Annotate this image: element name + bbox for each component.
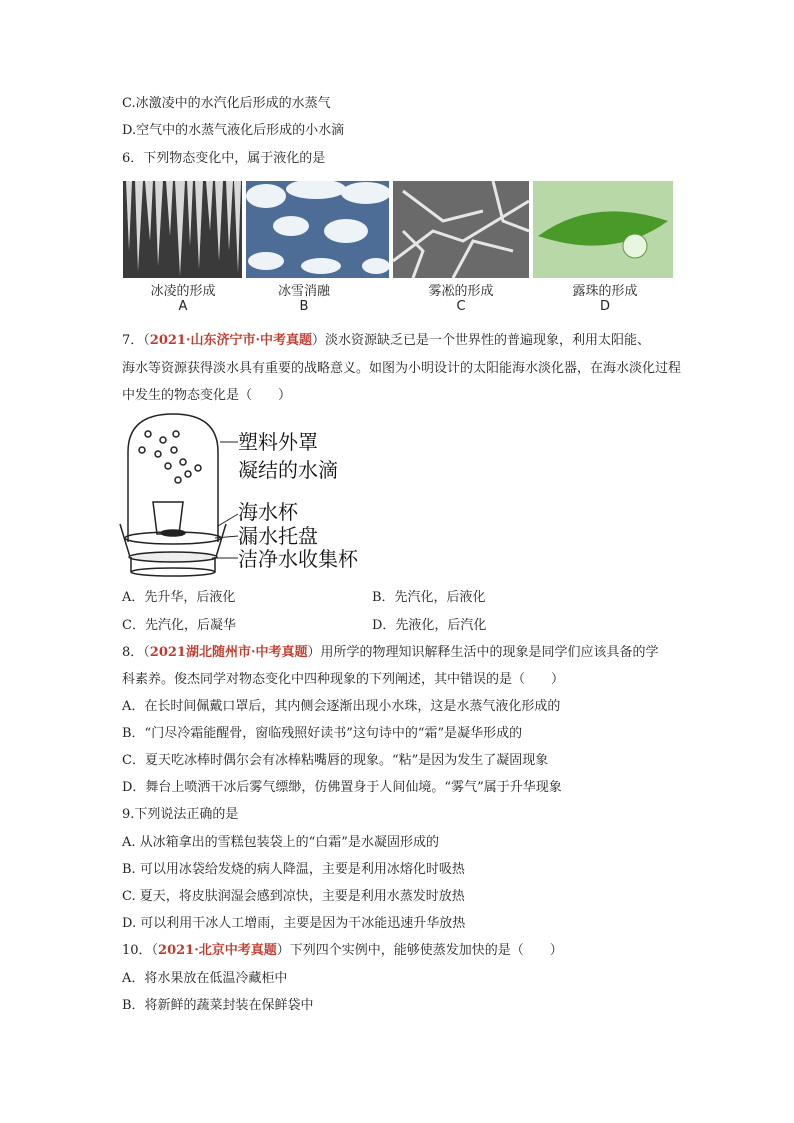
q7-source: 2021·山东济宁市·中考真题 <box>149 333 313 348</box>
q8-stem-line1: 8．（2021湖北随州市·中考真题）用所学的物理知识解释生活中的现象是同学们应该具备的学 <box>122 645 659 660</box>
diagram-label-drip-tray: 漏水托盘 <box>238 524 318 548</box>
diagram-label-seawater-cup: 海水杯 <box>238 500 298 524</box>
q8-option-a: A．在长时间佩戴口罩后，其内侧会逐渐出现小水珠，这是水蒸气液化形成的 <box>122 699 561 714</box>
q9-option-d: D. 可以利用干冰人工增雨，主要是因为干冰能迅速升华放热 <box>122 916 466 931</box>
diagram-label-condensed-drops: 凝结的水滴 <box>238 458 338 482</box>
diagram-label-plastic-cover: 塑料外罩 <box>238 430 318 454</box>
q6-caption-a: 冰凌的形成 A <box>150 284 216 314</box>
q8-option-b: B．“门尽冷霜能醒骨，窗临残照好读书”这句诗中的“霜”是凝华形成的 <box>122 726 523 741</box>
diagram-leader-lines <box>200 430 240 570</box>
q10-option-b: B．将新鲜的蔬菜封装在保鲜袋中 <box>122 998 314 1013</box>
q8-source: 2021湖北随州市·中考真题 <box>149 645 308 660</box>
melting-snow-image <box>246 181 389 278</box>
q7-stem-line2: 海水等资源获得淡水具有重要的战略意义。如图为小明设计的太阳能海水淡化器，在海水淡化过程 <box>122 361 682 376</box>
q9-option-c: C. 夏天，将皮肤润湿会感到凉快，主要是利用水蒸发时放热 <box>122 889 465 904</box>
q7-stem-line1: 7．（2021·山东济宁市·中考真题）淡水资源缺乏已是一个世界性的普遍现象，利用太阳能、 <box>122 333 651 348</box>
q6-caption-d: 露珠的形成 D <box>572 284 638 314</box>
q7-option-b: B．先汽化，后液化 <box>372 590 486 605</box>
q8-option-d: D．舞台上喷洒干冰后雾气缥缈，仿佛置身于人间仙境。“雾气”属于升华现象 <box>122 780 562 795</box>
q9-option-b: B. 可以用冰袋给发烧的病人降温，主要是利用冰熔化时吸热 <box>122 862 465 877</box>
dew-image <box>533 181 673 278</box>
q8-stem-line2: 科素养。俊杰同学对物态变化中四种现象的下列阐述，其中错误的是（ ） <box>122 672 565 687</box>
diagram-label-clean-water-cup: 洁净水收集杯 <box>238 547 358 571</box>
q5-option-c: C.冰激凌中的水汽化后形成的水蒸气 <box>122 96 331 111</box>
q10-source: 2021·北京中考真题 <box>158 943 277 958</box>
q6-stem: 6．下列物态变化中，属于液化的是 <box>122 151 326 166</box>
q8-option-c: C．夏天吃冰棒时偶尔会有冰棒粘嘴唇的现象。“粘”是因为发生了凝固现象 <box>122 753 549 768</box>
q5-option-d: D.空气中的水蒸气液化后形成的小水滴 <box>122 123 345 138</box>
rime-image <box>393 181 529 278</box>
q9-stem: 9.下列说法正确的是 <box>122 807 239 822</box>
q6-caption-b: 冰雪消融 B <box>277 284 330 314</box>
q10-option-a: A．将水果放在低温冷藏柜中 <box>122 971 288 986</box>
q7-option-d: D．先液化，后汽化 <box>372 618 487 633</box>
icicle-image <box>123 181 242 278</box>
q6-caption-c: 雾凇的形成 C <box>428 284 494 314</box>
q10-stem: 10．（2021·北京中考真题）下列四个实例中，能够使蒸发加快的是（ ） <box>122 943 563 958</box>
q7-option-c: C．先汽化，后凝华 <box>122 618 236 633</box>
q7-option-a: A．先升华，后液化 <box>122 590 236 605</box>
q7-stem-line3: 中发生的物态变化是（ ） <box>122 388 292 403</box>
q9-option-a: A. 从冰箱拿出的雪糕包装袋上的“白霜”是水凝固形成的 <box>122 835 439 850</box>
